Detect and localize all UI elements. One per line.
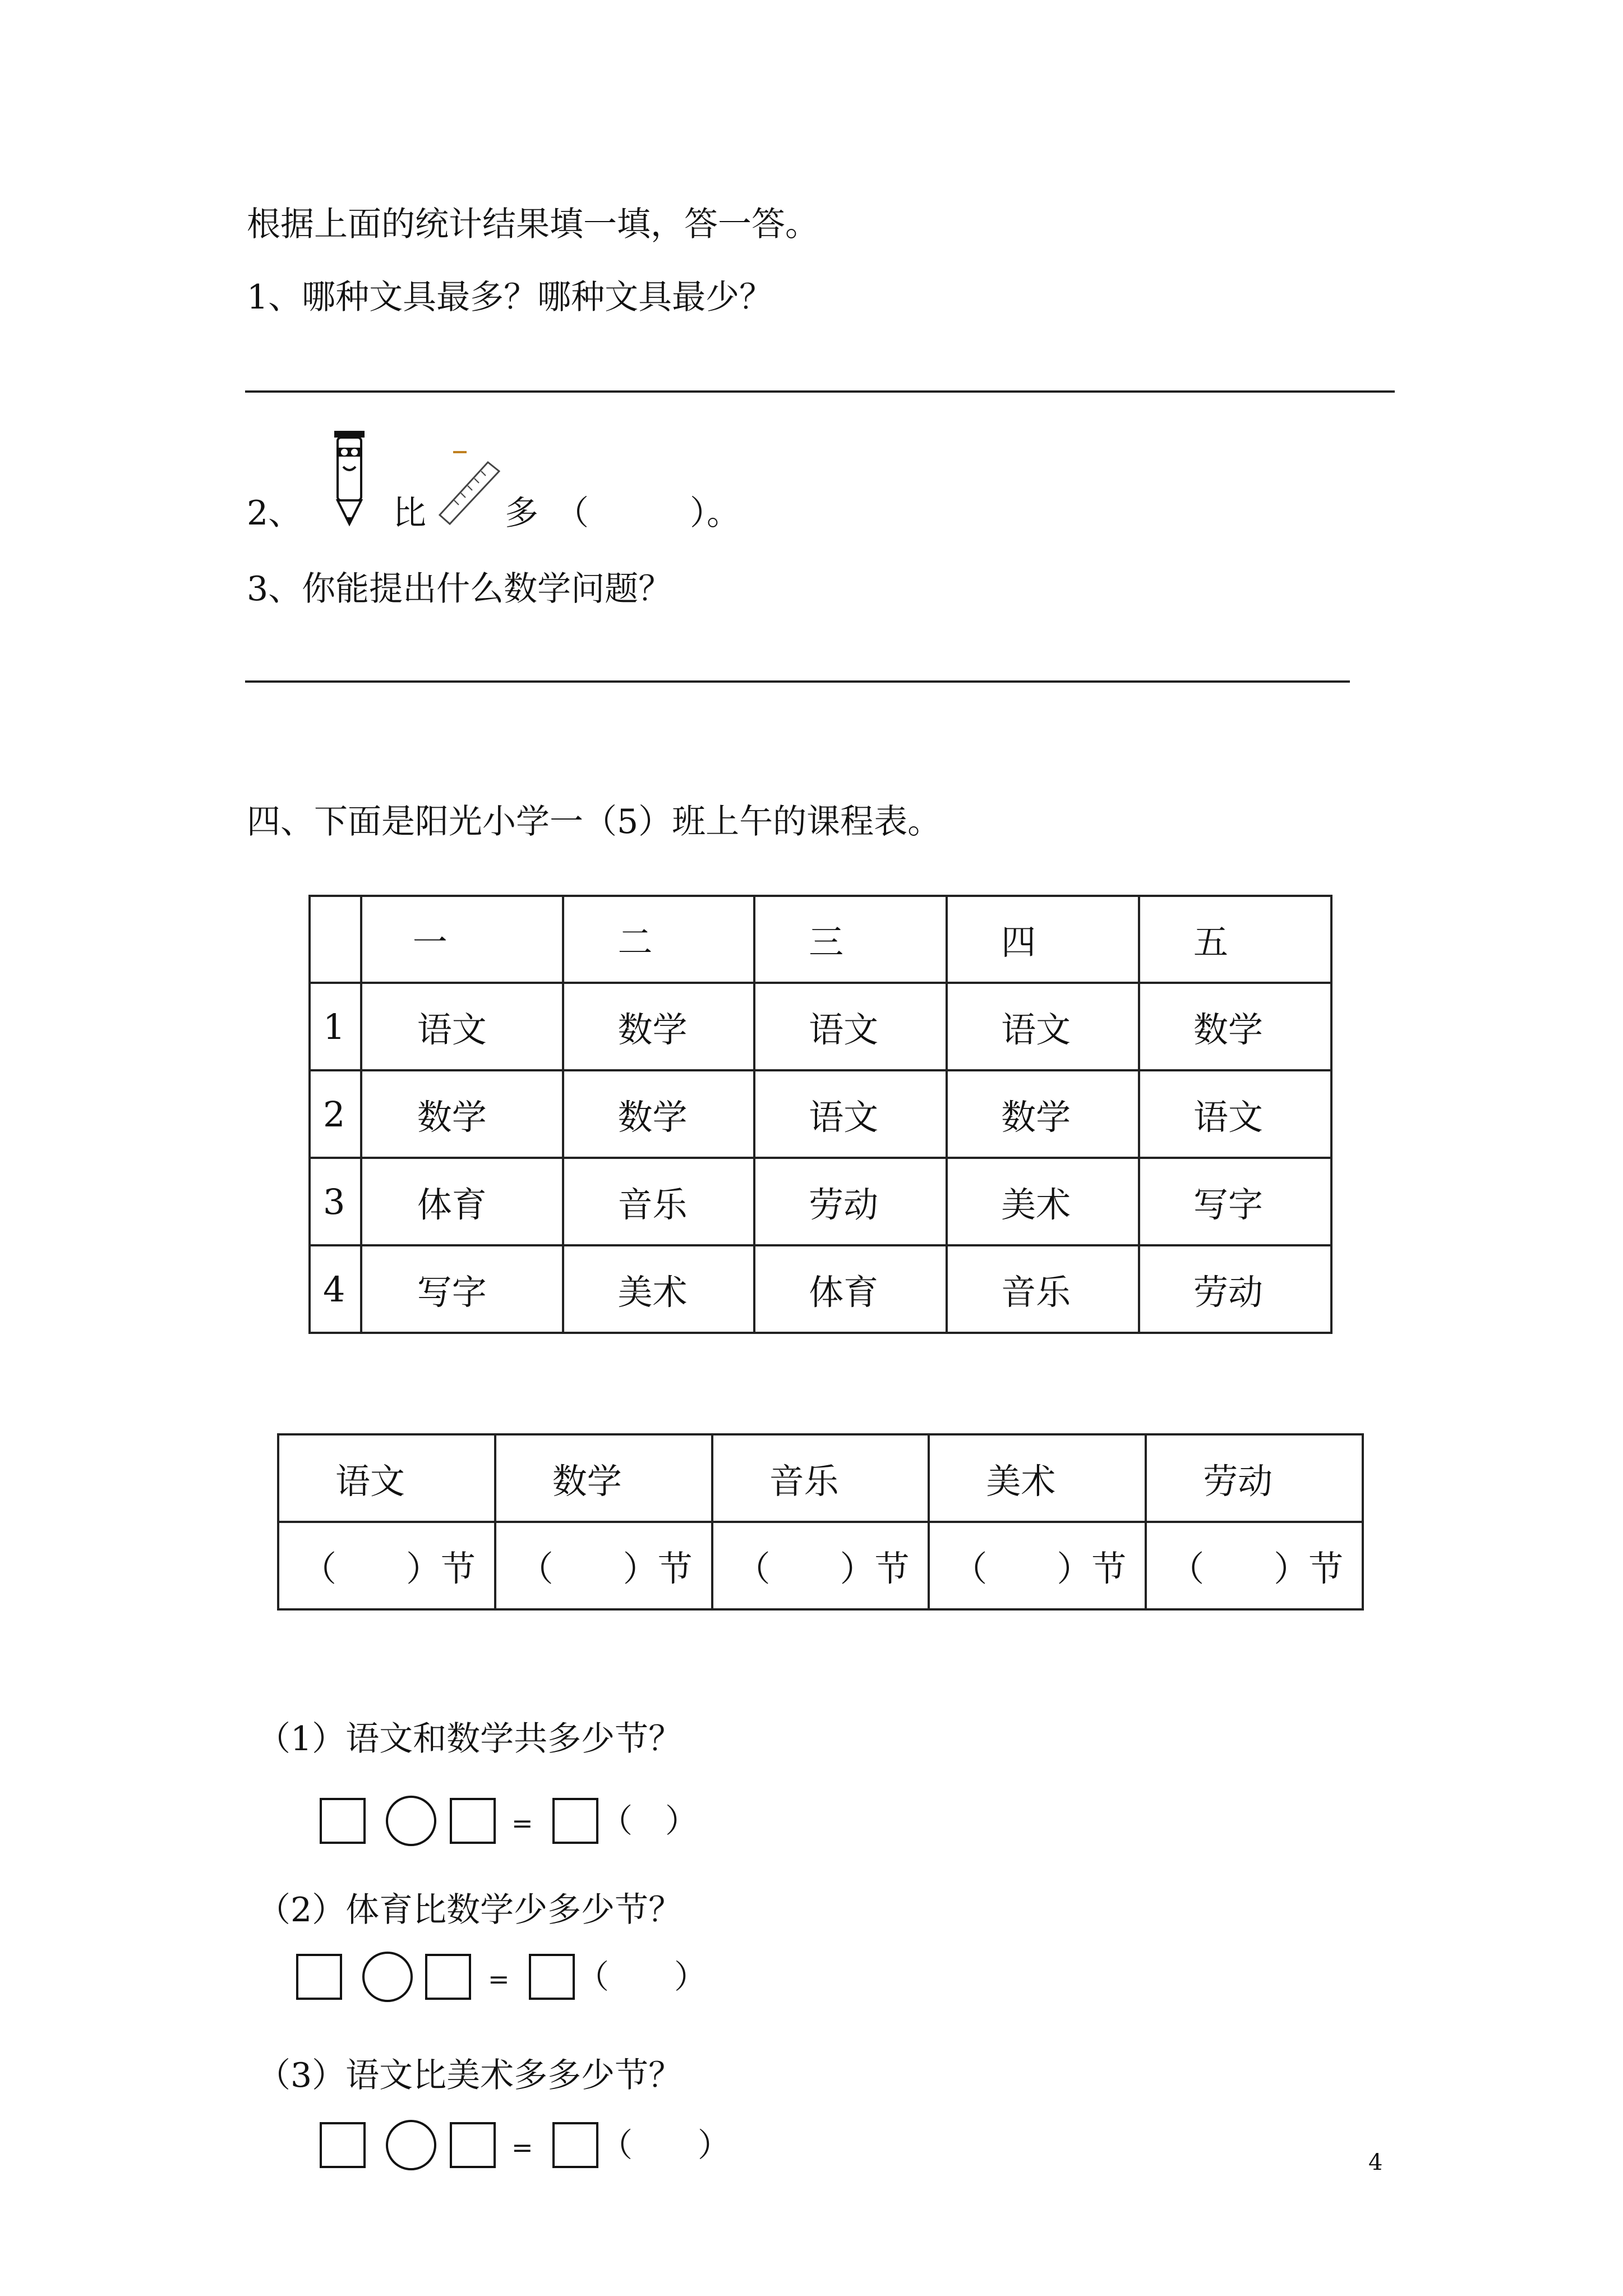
count-blank[interactable]: （ ）节: [495, 1522, 712, 1609]
schedule-cell: 语文: [1139, 1070, 1331, 1158]
sub-question-3: （3）语文比美术多多少节？: [257, 2056, 683, 2095]
schedule-row: [310, 1158, 1331, 1245]
answer-box[interactable]: [296, 1954, 342, 2000]
schedule-cell: 音乐: [947, 1245, 1139, 1333]
page-number: 4: [1368, 2150, 1383, 2175]
answer-box[interactable]: [450, 1798, 496, 1844]
operator-circle[interactable]: [362, 1952, 413, 2002]
schedule-cell: 美术: [563, 1245, 754, 1333]
answer-box[interactable]: [320, 1798, 366, 1844]
section-4-title: 四、下面是阳光小学一（5）班上午的课程表。: [247, 802, 942, 841]
corner-cell: [310, 896, 361, 983]
schedule-cell: 写字: [361, 1245, 564, 1333]
schedule-cell: 数学: [947, 1070, 1139, 1158]
ruler-icon: [436, 443, 504, 527]
instructions: 根据上面的统计结果填一填，答一答。: [247, 205, 819, 244]
count-blank[interactable]: （ ）节: [1146, 1522, 1363, 1609]
period-number: 4: [310, 1245, 361, 1333]
schedule-cell: 语文: [754, 983, 947, 1070]
count-blank[interactable]: （ ）节: [929, 1522, 1146, 1609]
period-number: 2: [310, 1070, 361, 1158]
schedule-cell: 体育: [361, 1158, 564, 1245]
compare-word-bi: 比: [393, 494, 426, 533]
schedule-cell: 语文: [947, 983, 1139, 1070]
sub-question-2: （2）体育比数学少多少节？: [257, 1890, 683, 1930]
pencil-icon: [330, 427, 369, 528]
schedule-cell: 劳动: [754, 1158, 947, 1245]
schedule-cell: 数学: [361, 1070, 564, 1158]
schedule-cell: 美术: [947, 1158, 1139, 1245]
schedule-row: [310, 1070, 1331, 1158]
schedule-header-row: [310, 896, 1331, 983]
answer-line-1: [245, 390, 1395, 393]
schedule-cell: 数学: [563, 1070, 754, 1158]
schedule-cell: 写字: [1139, 1158, 1331, 1245]
unit-blank[interactable]: （ ）: [577, 1958, 707, 1996]
day-header: 三: [754, 896, 947, 983]
question-3: 3、你能提出什么数学问题？: [247, 569, 672, 609]
count-blank[interactable]: （ ）节: [712, 1522, 929, 1609]
schedule-cell: 体育: [754, 1245, 947, 1333]
count-blank[interactable]: （ ）节: [278, 1522, 495, 1609]
period-number: 3: [310, 1158, 361, 1245]
answer-box[interactable]: [450, 2122, 496, 2168]
schedule-row: [310, 983, 1331, 1070]
lesson-count-table: [277, 1433, 1364, 1611]
operator-circle[interactable]: [386, 2120, 436, 2170]
schedule-cell: 数学: [1139, 983, 1331, 1070]
unit-blank[interactable]: （ ）: [600, 1802, 698, 1840]
schedule-row: [310, 1245, 1331, 1333]
subject-header: 数学: [495, 1434, 712, 1522]
day-header: 一: [361, 896, 564, 983]
question-2-number: 2、: [247, 494, 302, 533]
schedule-cell: 劳动: [1139, 1245, 1331, 1333]
period-number: 1: [310, 983, 361, 1070]
compare-word-duo: 多: [505, 494, 538, 533]
subject-header: 语文: [278, 1434, 495, 1522]
schedule-cell: 语文: [754, 1070, 947, 1158]
schedule-table: [308, 895, 1332, 1334]
schedule-cell: 音乐: [563, 1158, 754, 1245]
subject-header: 美术: [929, 1434, 1146, 1522]
subject-row: [278, 1434, 1363, 1522]
day-header: 五: [1139, 896, 1331, 983]
equals-sign: =: [488, 1964, 510, 1994]
day-header: 四: [947, 896, 1139, 983]
operator-circle[interactable]: [386, 1796, 436, 1846]
answer-box[interactable]: [552, 2122, 598, 2168]
answer-box[interactable]: [320, 2122, 366, 2168]
answer-box[interactable]: [529, 1954, 575, 2000]
subject-header: 劳动: [1146, 1434, 1363, 1522]
equals-sign: =: [511, 2132, 533, 2162]
unit-blank[interactable]: （ ）: [600, 2126, 731, 2164]
schedule-cell: 数学: [563, 983, 754, 1070]
answer-box[interactable]: [425, 1954, 471, 2000]
count-row: [278, 1522, 1363, 1609]
answer-blank-2[interactable]: （ ）。: [555, 494, 740, 533]
day-header: 二: [563, 896, 754, 983]
answer-line-3: [245, 680, 1350, 683]
question-1: 1、哪种文具最多？哪种文具最少？: [247, 278, 773, 317]
equals-sign: =: [511, 1808, 533, 1838]
schedule-cell: 语文: [361, 983, 564, 1070]
answer-box[interactable]: [552, 1798, 598, 1844]
subject-header: 音乐: [712, 1434, 929, 1522]
sub-question-1: （1）语文和数学共多少节？: [257, 1719, 683, 1759]
